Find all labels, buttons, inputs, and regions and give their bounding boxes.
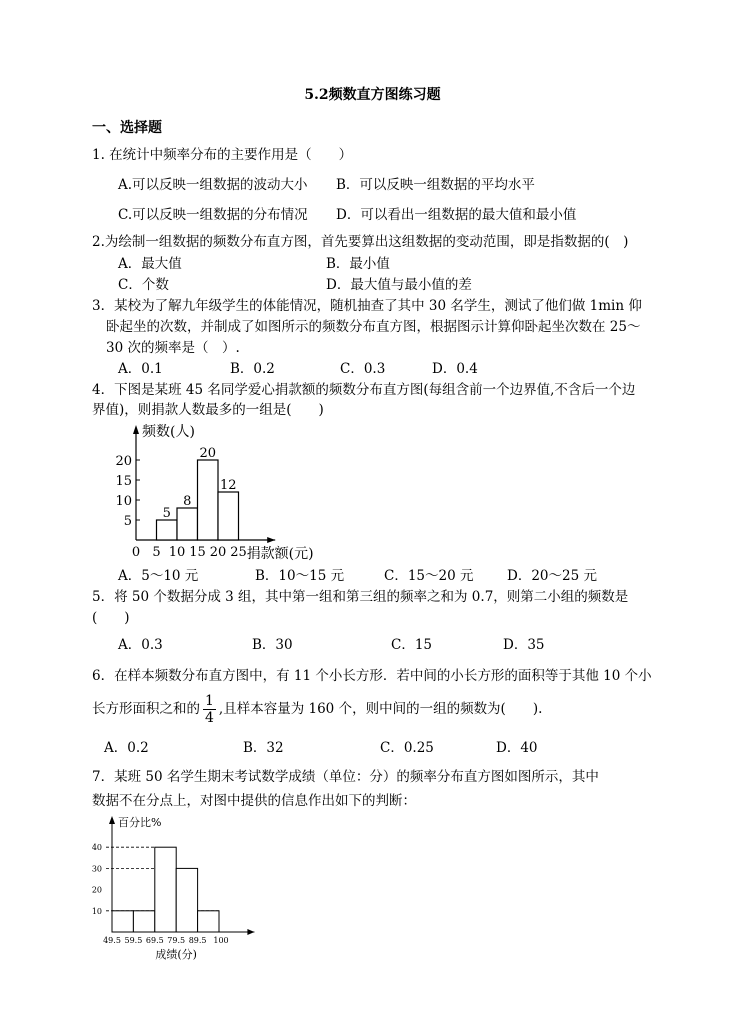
q2-option-d: D．最大值与最小值的差 bbox=[326, 277, 472, 293]
q1-option-d: D．可以看出一组数据的最大值和最小值 bbox=[336, 207, 577, 223]
chart1-bars bbox=[157, 460, 239, 540]
page-title: 5.2频数直方图练习题 bbox=[304, 87, 441, 103]
q1-option-b: B．可以反映一组数据的平均水平 bbox=[336, 177, 535, 193]
bar-value-label: 5 bbox=[162, 506, 171, 521]
q4-option-a: A．5～10 元 bbox=[118, 568, 199, 584]
q7-line2: 数据不在分点上，对图中提供的信息作出如下的判断： bbox=[92, 793, 416, 809]
x-tick-label: 59.5 bbox=[124, 936, 143, 945]
q1-stem: 1. 在统计中频率分布的主要作用是（ ） bbox=[92, 147, 353, 163]
x-axis-arrow bbox=[267, 537, 275, 543]
y-tick-label: 5 bbox=[123, 514, 132, 529]
y-axis-label: 频数(人) bbox=[142, 424, 195, 440]
y-axis-arrow bbox=[133, 425, 139, 434]
q4-option-b: B．10～15 元 bbox=[255, 568, 345, 584]
x-tick-label: 100 bbox=[213, 936, 229, 945]
q6-line1: 6．在样本频数分布直方图中，有 11 个小长方形．若中间的小长方形的面积等于其他 10 个小 bbox=[92, 668, 652, 684]
q5-line2: ( ) bbox=[92, 610, 130, 626]
y-axis-arrow bbox=[109, 816, 115, 824]
q5-option-d: D．35 bbox=[503, 637, 545, 653]
x-tick-label: 10 bbox=[168, 545, 186, 560]
x-tick-label: 15 bbox=[189, 545, 206, 560]
histogram-bar bbox=[133, 911, 154, 932]
q7-line1: 7．某班 50 名学生期末考试数学成绩（单位：分）的频率分布直方图如图所示，其中 bbox=[92, 769, 599, 785]
y-tick-label: 40 bbox=[91, 843, 102, 853]
y-tick-label: 20 bbox=[115, 454, 132, 469]
fraction-denominator: 4 bbox=[205, 710, 214, 726]
score-histogram bbox=[80, 812, 280, 964]
x-tick-label: 79.5 bbox=[167, 936, 186, 945]
y-tick-label: 20 bbox=[91, 885, 102, 895]
histogram-bar bbox=[177, 508, 198, 540]
y-axis-label: 百分比% bbox=[118, 816, 162, 829]
q6-option-b: B．32 bbox=[243, 740, 284, 756]
q5-option-b: B．30 bbox=[252, 637, 293, 653]
q5-line1: 5．将 50 个数据分成 3 组，其中第一组和第三组的频率之和为 0.7，则第二小组的频数是 bbox=[92, 589, 629, 605]
q3-option-b: B．0.2 bbox=[230, 361, 275, 377]
x-tick-label: 25 bbox=[230, 545, 247, 560]
q6-line2 bbox=[92, 693, 542, 726]
q6-option-a: A．0.2 bbox=[104, 740, 149, 756]
x-tick-label: 89.5 bbox=[188, 936, 207, 945]
chart2-bars bbox=[112, 847, 219, 932]
x-axis-arrow bbox=[247, 929, 254, 935]
x-tick-label: 69.5 bbox=[145, 936, 164, 945]
bar-value-label: 20 bbox=[199, 446, 217, 461]
q4-option-c: C．15～20 元 bbox=[384, 568, 474, 584]
q3-option-d: D．0.4 bbox=[432, 361, 478, 377]
x-tick-label: 0 bbox=[131, 545, 141, 560]
histogram-bar bbox=[198, 911, 219, 932]
q3-option-c: C．0.3 bbox=[340, 361, 386, 377]
q5-option-a: A．0.3 bbox=[118, 637, 163, 653]
y-tick-label: 30 bbox=[91, 864, 102, 874]
x-axis-label: 成绩(分) bbox=[155, 948, 197, 961]
q3-line2: 卧起坐的次数，并制成了如图所示的频数分布直方图，根据图示计算仰卧起坐次数在 25～ bbox=[106, 319, 641, 335]
q6-option-c: C．0.25 bbox=[380, 740, 434, 756]
q6-line2-post: ,且样本容量为 160 个，则中间的一组的频数为( ). bbox=[218, 701, 543, 717]
q2-stem: 2.为绘制一组数据的频数分布直方图，首先要算出这组数据的变动范围，即是指数据的( ) bbox=[92, 234, 629, 250]
section-heading: 一、选择题 bbox=[92, 120, 162, 136]
x-tick-label: 5 bbox=[152, 545, 161, 560]
bar-value-label: 8 bbox=[183, 494, 192, 509]
q1-option-a: A.可以反映一组数据的波动大小 bbox=[118, 177, 308, 193]
histogram-bar bbox=[176, 868, 197, 932]
q4-line1: 4．下图是某班 45 名同学爱心捐款额的频数分布直方图(每组含前一个边界值,不含后一个边 bbox=[92, 382, 636, 398]
q1-option-c: C.可以反映一组数据的分布情况 bbox=[118, 207, 308, 223]
histogram-bar bbox=[218, 492, 239, 540]
fraction-one-quarter bbox=[203, 693, 216, 726]
x-axis-label: 捐款额(元) bbox=[246, 546, 314, 562]
q4-line2: 界值)，则捐款人数最多的一组是( ) bbox=[92, 402, 324, 418]
y-tick-label: 15 bbox=[115, 474, 132, 489]
y-tick-label: 10 bbox=[115, 494, 132, 509]
fraction-numerator: 1 bbox=[205, 693, 214, 709]
y-tick-label: 10 bbox=[91, 906, 102, 916]
x-tick-label: 49.5 bbox=[103, 936, 121, 945]
q4-option-d: D．20～25 元 bbox=[507, 568, 597, 584]
histogram-bar bbox=[112, 911, 133, 932]
x-tick-label: 20 bbox=[209, 545, 227, 560]
q3-line3: 30 次的频率是（ ）. bbox=[106, 340, 240, 356]
histogram-bar bbox=[198, 460, 219, 540]
histogram-bar bbox=[155, 847, 176, 932]
q5-option-c: C．15 bbox=[391, 637, 433, 653]
q2-option-a: A．最大值 bbox=[118, 256, 182, 272]
bar-value-label: 12 bbox=[219, 478, 237, 493]
donation-histogram bbox=[110, 420, 350, 562]
q2-option-c: C．个数 bbox=[118, 277, 169, 293]
q3-line1: 3．某校为了解九年级学生的体能情况，随机抽查了其中 30 名学生，测试了他们做 1min 仰 bbox=[92, 298, 642, 314]
q3-option-a: A．0.1 bbox=[118, 361, 163, 377]
q2-option-b: B．最小值 bbox=[326, 256, 390, 272]
histogram-bar bbox=[157, 520, 178, 540]
q6-line2-pre: 长方形面积之和的 bbox=[92, 701, 200, 717]
q6-option-d: D．40 bbox=[496, 740, 538, 756]
